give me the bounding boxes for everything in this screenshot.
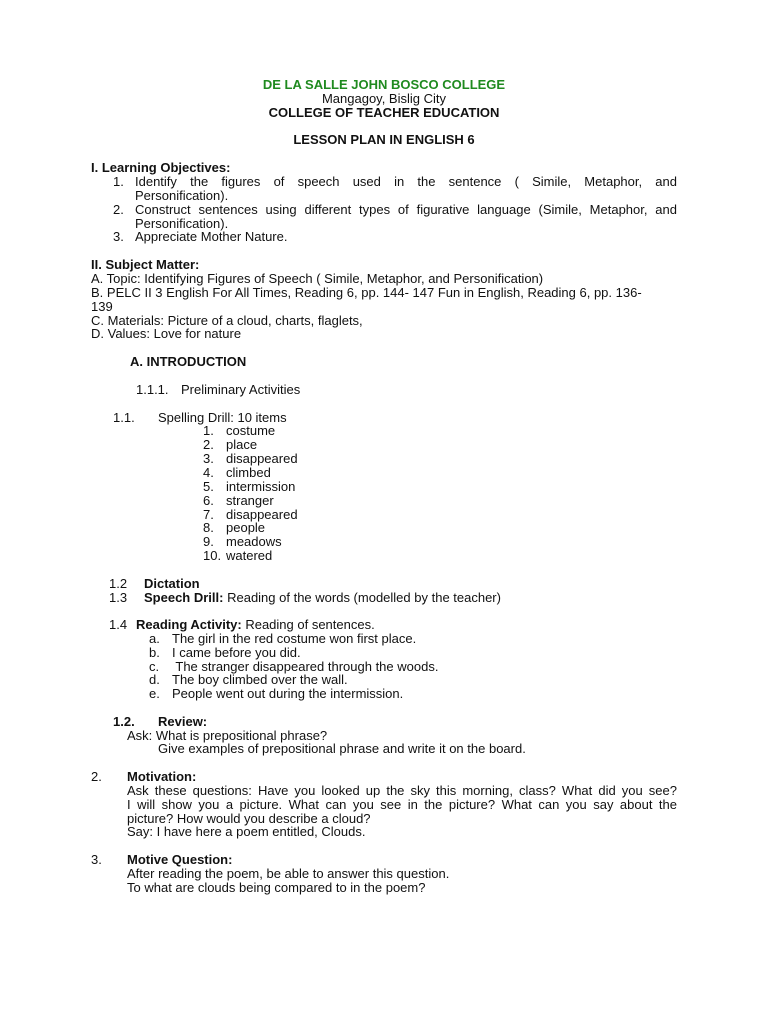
sentence-letter: b.: [149, 645, 160, 660]
spelling-word-number: 2.: [203, 437, 214, 452]
review-instruction: Give examples of prepositional phrase and write it on the board.: [158, 741, 526, 756]
school-address: Mangagoy, Bislig City: [321, 91, 447, 106]
spelling-word-number: 4.: [203, 465, 214, 480]
spelling-word: disappeared: [226, 507, 298, 522]
spelling-word: intermission: [226, 479, 296, 494]
reading-activity-number: 1.4: [109, 617, 128, 632]
spelling-word-number: 7.: [203, 507, 214, 522]
motive-question-text: To what are clouds being compared to in the poem?: [127, 880, 426, 895]
subject-values: D. Values: Love for nature: [91, 326, 242, 341]
motivation-text: picture? How would you describe a cloud?: [127, 811, 371, 826]
speech-drill-row: [144, 591, 501, 605]
dictation-number: 1.2: [109, 576, 128, 591]
spelling-word-number: 5.: [203, 479, 214, 494]
motive-question-text: After reading the poem, be able to answer this question.: [127, 866, 450, 881]
spelling-word-number: 8.: [203, 520, 214, 535]
objectives-heading: I. Learning Objectives:: [91, 160, 231, 175]
sentence-letter: a.: [149, 631, 160, 646]
sentence-text: The boy climbed over the wall.: [172, 672, 348, 687]
spelling-word-number: 6.: [203, 493, 214, 508]
spelling-word: place: [226, 437, 258, 452]
motive-question-number: 3.: [91, 852, 102, 867]
college-name: COLLEGE OF TEACHER EDUCATION: [268, 105, 500, 120]
introduction-heading: A. INTRODUCTION: [130, 354, 247, 369]
review-number: 1.2.: [113, 714, 135, 729]
lesson-plan-title: LESSON PLAN IN ENGLISH 6: [293, 132, 475, 147]
reading-activity-label: Reading Activity:: [136, 617, 242, 632]
subject-pelc: B. PELC II 3 English For All Times, Reading 6, pp. 144- 147 Fun in English, Reading 6, pp. 136-: [91, 285, 642, 300]
motivation-text: I will show you a picture. What can you see in the picture? What can you say about the: [127, 797, 677, 812]
spelling-word: disappeared: [226, 451, 298, 466]
review-ask: Ask: What is prepositional phrase?: [127, 728, 328, 743]
spelling-word-number: 1.: [203, 423, 214, 438]
objective-text-cont: Personification).: [135, 188, 229, 203]
sentence-text: People went out during the intermission.: [172, 686, 404, 701]
spelling-word: costume: [226, 423, 276, 438]
dictation-label: Dictation: [144, 576, 200, 591]
spelling-word: meadows: [226, 534, 282, 549]
objective-number: 1.: [113, 174, 124, 189]
sentence-letter: e.: [149, 686, 160, 701]
objective-text: Identify the figures of speech used in the sentence ( Simile, Metaphor, and: [135, 174, 677, 189]
motivation-text: Ask these questions: Have you looked up the sky this morning, class? What did you see?: [127, 783, 677, 798]
subject-matter-heading: II. Subject Matter:: [91, 257, 200, 272]
review-label: Review:: [158, 714, 208, 729]
sentence-text: The girl in the red costume won first place.: [172, 631, 417, 646]
subject-pelc-cont: 139: [91, 299, 113, 314]
motivation-text: Say: I have here a poem entitled, Clouds.: [127, 824, 366, 839]
reading-activity-text: Reading of sentences.: [245, 617, 375, 632]
reading-activity-row: [136, 618, 375, 632]
sentence-text: I came before you did.: [172, 645, 301, 660]
objective-text-cont: Personification).: [135, 216, 229, 231]
spelling-word: climbed: [226, 465, 271, 480]
spelling-word-number: 9.: [203, 534, 214, 549]
sentence-letter: c.: [149, 659, 160, 674]
sentence-letter: d.: [149, 672, 160, 687]
school-name: DE LA SALLE JOHN BOSCO COLLEGE: [262, 77, 506, 92]
sentence-text: The stranger disappeared through the woods.: [172, 659, 439, 674]
spelling-word: people: [226, 520, 266, 535]
prelim-number: 1.1.1.: [136, 382, 169, 397]
motivation-label: Motivation:: [127, 769, 197, 784]
spelling-word-number: 3.: [203, 451, 214, 466]
spelling-word: stranger: [226, 493, 274, 508]
speech-drill-text: Reading of the words (modelled by the teacher): [227, 590, 501, 605]
spelling-word: watered: [226, 548, 273, 563]
motivation-number: 2.: [91, 769, 102, 784]
spelling-word-number: 10.: [203, 548, 222, 563]
spelling-number: 1.1.: [113, 410, 135, 425]
subject-materials: C. Materials: Picture of a cloud, charts, flaglets,: [91, 313, 363, 328]
objective-number: 2.: [113, 202, 124, 217]
spelling-label: Spelling Drill: 10 items: [158, 410, 287, 425]
speech-drill-label: Speech Drill:: [144, 590, 224, 605]
subject-topic: A. Topic: Identifying Figures of Speech ( Simile, Metaphor, and Personification): [91, 271, 544, 286]
objective-text: Appreciate Mother Nature.: [135, 229, 288, 244]
objective-text: Construct sentences using different types of figurative language (Simile, Metaphor, and: [135, 202, 677, 217]
motive-question-label: Motive Question:: [127, 852, 233, 867]
objective-number: 3.: [113, 229, 124, 244]
prelim-label: Preliminary Activities: [181, 382, 301, 397]
speech-drill-number: 1.3: [109, 590, 128, 605]
